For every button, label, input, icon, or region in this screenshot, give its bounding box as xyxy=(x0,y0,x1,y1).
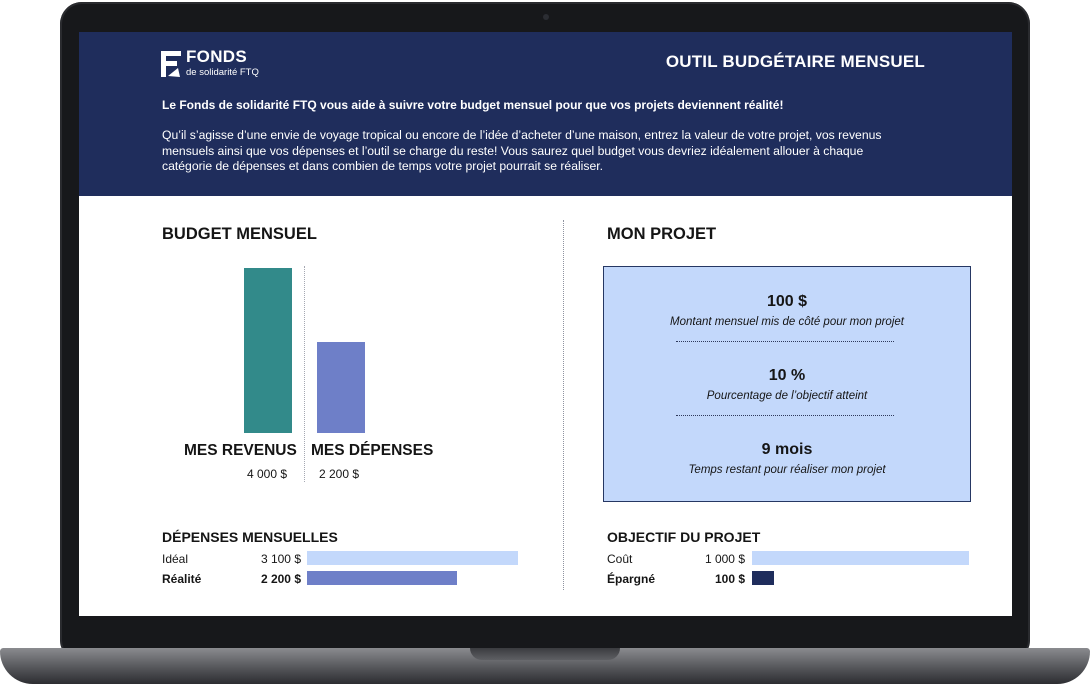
intro-headline: Le Fonds de solidarité FTQ vous aide à suivre votre budget mensuel pour que vos projets deviennent réalité! xyxy=(162,98,784,112)
metric-monthly-savings xyxy=(604,293,970,328)
objective-row-cost-value: 1 000 $ xyxy=(704,552,745,566)
metric-percentage-value: 10 % xyxy=(768,367,806,384)
objective-bar-saved xyxy=(752,571,774,585)
objective-bar-cost xyxy=(752,551,969,565)
expense-row-ideal-value: 3 100 $ xyxy=(260,552,301,566)
header xyxy=(79,32,1012,196)
metric-percentage-label: Pourcentage de l’objectif atteint xyxy=(706,390,868,402)
column-divider xyxy=(563,220,564,590)
objective-row-saved-label: Épargné xyxy=(607,572,656,586)
metric-time-remaining-value: 9 mois xyxy=(761,441,813,458)
metric-time-remaining-label: Temps restant pour réaliser mon projet xyxy=(688,464,886,476)
objective-row-cost-label: Coût xyxy=(607,552,633,566)
expense-bar-ideal xyxy=(307,551,518,565)
intro-paragraph: Qu’il s’agisse d’une envie de voyage tropical ou encore de l’idée d’acheter d’une maison, entrez la valeur de votre projet, vos revenus mensuels ainsi que vos dépenses et l’outil se charge du reste! Vous saurez quel budget vous devriez idéalement allouer à chaque catégorie de dépenses et dans combien de temps votre projet pourrait se réaliser. xyxy=(162,128,882,173)
expense-row-ideal-label: Idéal xyxy=(162,552,189,566)
tool-title: OUTIL BUDGÉTAIRE MENSUEL xyxy=(665,52,925,71)
laptop-notch xyxy=(470,648,620,660)
budget-title: BUDGET MENSUEL xyxy=(162,225,317,243)
objective-row-saved-value: 100 $ xyxy=(714,572,745,586)
logo[interactable] xyxy=(159,47,279,81)
project-title: MON PROJET xyxy=(607,225,717,243)
bar-value-revenus: 4 000 $ xyxy=(247,467,288,481)
metric-separator xyxy=(676,415,894,416)
metric-monthly-savings-value: 100 $ xyxy=(766,293,808,310)
project-summary-box xyxy=(603,266,971,502)
expenses-title: DÉPENSES MENSUELLES xyxy=(162,529,338,545)
expense-bar-reality xyxy=(307,571,457,585)
metric-monthly-savings-label: Montant mensuel mis de côté pour mon projet xyxy=(670,316,904,328)
logo-main-text: FONDS xyxy=(186,47,247,66)
budget-chart xyxy=(159,252,479,492)
bar-separator xyxy=(304,266,305,482)
webcam xyxy=(543,14,549,20)
expense-row-reality-label: Réalité xyxy=(162,572,202,586)
objective-title: OBJECTIF DU PROJET xyxy=(607,529,761,545)
logo-sub-text: de solidarité FTQ xyxy=(186,67,259,78)
metric-time-remaining xyxy=(604,441,970,476)
metric-percentage xyxy=(604,367,970,402)
bar-label-depenses: MES DÉPENSES xyxy=(311,442,434,459)
bar-value-depenses: 2 200 $ xyxy=(319,467,360,481)
metric-separator xyxy=(676,341,894,342)
screen xyxy=(79,32,1012,616)
bar-revenus xyxy=(244,268,292,433)
fonds-logo-icon xyxy=(159,49,183,79)
bar-label-revenus: MES REVENUS xyxy=(184,442,297,459)
bar-depenses xyxy=(317,342,365,433)
expense-row-reality-value: 2 200 $ xyxy=(260,572,301,586)
